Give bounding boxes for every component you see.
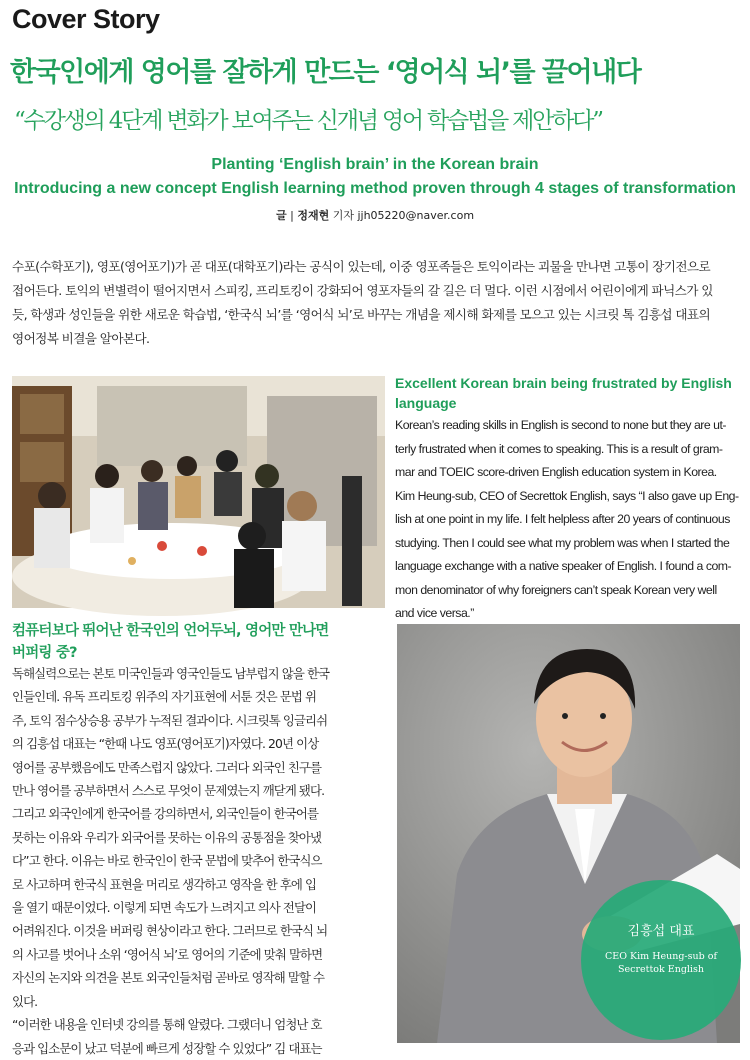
- body-korean-line: 만나 영어를 공부하면서 스스로 무엇이 문제였는지 깨닫게 됐다.: [12, 783, 325, 799]
- body-korean-line: 그리고 외국인에게 한국어를 강의하면서, 외국인들이 한국어를: [12, 806, 319, 822]
- body-korean-line: “이러한 내용을 인터넷 강의를 통해 알렸다. 그랬더니 엄청난 호: [12, 1017, 322, 1033]
- lead-line: 듯, 학생과 성인들을 위한 새로운 학습법, ‘한국식 뇌’를 ‘영어식 뇌’로 바꾸는 개념을 제시해 화제를 모으고 있는 시크릿 톡 김흥섭 대표의: [12, 307, 711, 322]
- lead-line: 접어든다. 토익의 변별력이 떨어지면서 스피킹, 프리토킹이 강화되어 영포자들의 갈 길은 더 멀다. 이런 시점에서 어린이에게 파닉스가 있: [12, 283, 713, 298]
- subheading-korean-line: 컴퓨터보다 뛰어난 한국인의 언어두뇌, 영어만 만나면: [12, 623, 329, 639]
- body-english-line: mon denominator of why foreigners can’t speak Korean very well: [395, 582, 717, 597]
- subheading-english: [395, 373, 740, 413]
- body-korean-line: 못하는 이유와 우리가 외국어를 못하는 이유의 공통점을 찾아냈: [12, 829, 322, 845]
- body-english-line: terly frustrated when it comes to speaking. This is a result of gram-: [395, 441, 723, 456]
- headline-english-line1: Planting ‘English brain’ in the Korean brain: [211, 156, 539, 173]
- byline-role: 기자: [332, 209, 354, 222]
- body-korean-line: 있다.: [12, 993, 38, 1009]
- subheading-english-line: language: [395, 395, 457, 411]
- byline-separator: |: [290, 209, 294, 222]
- body-korean-line: 응과 입소문이 났고 덕분에 빠르게 성장할 수 있었다” 김 대표는: [12, 1040, 322, 1056]
- subheading-korean: [12, 620, 385, 664]
- body-english: [395, 414, 740, 626]
- lead-line: 영어정복 비결을 알아본다.: [12, 331, 150, 346]
- headline-korean: 한국인에게 영어를 잘하게 만드는 ‘영어식 뇌’를 끌어내다: [10, 57, 641, 88]
- photo-caption-badge: [581, 880, 741, 1040]
- headline-english-line2: Introducing a new concept English learning method proven through 4 stages of transformation: [14, 180, 736, 197]
- caption-title: [581, 950, 741, 976]
- byline: [0, 207, 750, 223]
- body-korean-line: 인들인데. 유독 프리토킹 위주의 자기표현에 서툰 것은 문법 위: [12, 689, 317, 705]
- caption-title-line: CEO Kim Heung-sub of: [605, 951, 717, 962]
- body-korean-line: 로 사고하며 한국식 표현을 머리로 생각하고 영작을 한 후에 입: [12, 876, 317, 892]
- byline-label: 글: [275, 209, 287, 222]
- lead-paragraph: [12, 255, 740, 351]
- section-label: Cover Story: [12, 4, 160, 34]
- body-english-line: Korean’s reading skills in English is second to none but they are ut-: [395, 418, 726, 432]
- body-korean-line: 다”고 한다. 이유는 바로 한국인이 한국 문법에 맞추어 한국식으: [12, 853, 322, 869]
- body-korean-line: 자신의 논지와 의견을 본토 외국인들처럼 곧바로 영작해 말할 수: [12, 970, 325, 986]
- body-english-line: studying. Then I could see what my problem was when I started the: [395, 535, 730, 550]
- body-korean-line: 어려워진다. 이것을 버퍼링 현상이라고 한다. 그러므로 한국식 뇌: [12, 923, 328, 939]
- caption-name: 김흥섭 대표: [627, 924, 695, 939]
- body-korean-line: 주, 토익 점수상승용 공부가 누적된 결과이다. 시크릿톡 잉글리쉬: [12, 712, 328, 728]
- body-english-line: mar and TOEIC score-driven English education system in Korea.: [395, 465, 717, 479]
- group-meeting-photo: [12, 376, 385, 608]
- body-korean: [12, 662, 385, 1060]
- body-korean-line: 을 열기 때문이었다. 이렇게 되면 속도가 느려지고 의사 전달이: [12, 900, 317, 916]
- byline-author: 정재현: [297, 209, 330, 222]
- caption-title-line: Secrettok English: [618, 964, 704, 975]
- body-korean-line: 의 김흥섭 대표는 “한때 나도 영포(영어포기)자였다. 20년 이상: [12, 736, 319, 752]
- byline-email[interactable]: jjh05220@naver.com: [357, 209, 475, 222]
- body-english-line: and vice versa.”: [395, 606, 474, 620]
- group-meeting-photo-graphic: [12, 376, 385, 608]
- subheadline-korean: “수강생의 4단계 변화가 보여주는 신개념 영어 학습법을 제안하다”: [14, 108, 602, 134]
- body-english-line: lish at one point in my life. I felt helpless after 20 years of continuous: [395, 512, 730, 526]
- body-korean-line: 의 사고를 벗어나 소위 ‘영어식 뇌’로 영어의 기준에 맞춰 말하면: [12, 946, 323, 962]
- body-korean-line: 독해실력으로는 본토 미국인들과 영국인들도 남부럽지 않을 한국: [12, 666, 330, 681]
- subheading-english-line: Excellent Korean brain being frustrated by English: [395, 375, 732, 391]
- body-english-line: language exchange with a native speaker of English. I found a com-: [395, 559, 732, 573]
- body-english-line: Kim Heung-sub, CEO of Secrettok English, says “I also gave up Eng-: [395, 488, 739, 503]
- lead-line: 수포(수학포기), 영포(영어포기)가 곧 대포(대학포기)라는 공식이 있는데, 이중 영포족들은 토익이라는 괴물을 만나면 고통이 장기전으로: [12, 259, 711, 274]
- body-korean-line: 영어를 공부했음에도 만족스럽지 않았다. 그러다 외국인 친구를: [12, 759, 322, 775]
- subheading-korean-line: 버퍼링 중?: [12, 645, 77, 661]
